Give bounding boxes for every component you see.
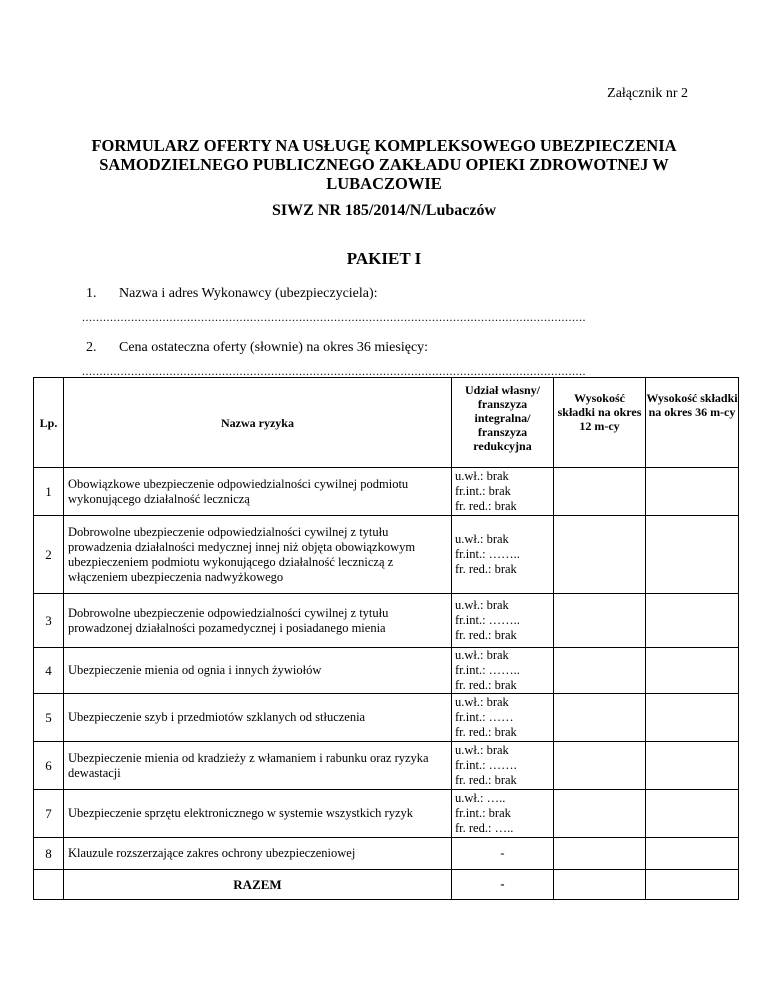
premium-12-cell[interactable] (554, 838, 646, 870)
reduction-franchise: fr. red.: brak (455, 562, 517, 576)
premium-36-cell[interactable] (646, 648, 739, 694)
header-row (34, 378, 739, 468)
row-deductible (452, 790, 554, 838)
row-deductible (452, 516, 554, 594)
annex-number: Załącznik nr 2 (607, 86, 688, 101)
premium-12-cell[interactable] (554, 648, 646, 694)
integral-franchise: fr.int.: brak (455, 806, 511, 820)
premium-12-cell[interactable] (554, 516, 646, 594)
header-lp: Lp. (34, 378, 64, 468)
own-share: u.wł.: brak (455, 695, 509, 709)
table-row (34, 790, 739, 838)
premium-36-cell[interactable] (646, 742, 739, 790)
header-risk-name: Nazwa ryzyka (64, 378, 452, 468)
table-row (34, 838, 739, 870)
package-title: PAKIET I (346, 249, 422, 268)
premium-12-cell[interactable] (554, 594, 646, 648)
total-lp-empty (34, 870, 64, 900)
item-label: Cena ostateczna oferty (słownie) na okres 36 miesięcy: (119, 340, 429, 355)
integral-franchise: fr.int.: …….. (455, 547, 520, 561)
item-number: 2. (86, 340, 97, 355)
own-share: u.wł.: ….. (455, 791, 506, 805)
header-premium-12: Wysokość składki na okres 12 m-cy (554, 378, 646, 468)
premium-36-cell[interactable] (646, 790, 739, 838)
row-lp: 4 (34, 648, 64, 694)
item-contractor (86, 286, 646, 304)
row-deductible (452, 742, 554, 790)
own-share: u.wł.: brak (455, 532, 509, 546)
total-deductible: - (452, 870, 554, 900)
premium-36-cell[interactable] (646, 516, 739, 594)
own-share: u.wł.: brak (455, 598, 509, 612)
row-lp: 7 (34, 790, 64, 838)
risk-table (33, 377, 739, 900)
total-label: RAZEM (64, 870, 452, 900)
table-row (34, 742, 739, 790)
header-premium-36: Wysokość składki na okres 36 m-cy (646, 378, 739, 468)
row-lp: 8 (34, 838, 64, 870)
row-risk-name: Obowiązkowe ubezpieczenie odpowiedzialności cywilnej podmiotu wykonującego działalność leczniczą (64, 468, 452, 516)
table-row (34, 594, 739, 648)
table-row (34, 468, 739, 516)
item-number: 1. (86, 286, 97, 301)
reduction-franchise: fr. red.: brak (455, 628, 517, 642)
own-share: u.wł.: brak (455, 648, 509, 662)
row-deductible (452, 594, 554, 648)
premium-12-cell[interactable] (554, 790, 646, 838)
header-deductible: Udział własny/ franszyza integralna/ franszyza redukcyjna (452, 378, 554, 468)
reduction-franchise: fr. red.: ….. (455, 821, 514, 835)
row-risk-name: Dobrowolne ubezpieczenie odpowiedzialności cywilnej z tytułu prowadzonej działalności pozamedycznej i posiadanego mienia (64, 594, 452, 648)
row-lp: 2 (34, 516, 64, 594)
item-price (86, 340, 646, 358)
dotted-fill-line[interactable]: ................................................................................................................................................ (82, 364, 586, 378)
integral-franchise: fr.int.: brak (455, 484, 511, 498)
row-lp: 3 (34, 594, 64, 648)
total-premium-12-cell[interactable] (554, 870, 646, 900)
reduction-franchise: fr. red.: brak (455, 725, 517, 739)
row-risk-name: Ubezpieczenie szyb i przedmiotów szklanych od stłuczenia (64, 694, 452, 742)
integral-franchise: fr.int.: ……. (455, 758, 517, 772)
own-share: u.wł.: brak (455, 743, 509, 757)
table-row (34, 694, 739, 742)
row-risk-name: Ubezpieczenie mienia od ognia i innych żywiołów (64, 648, 452, 694)
premium-12-cell[interactable] (554, 468, 646, 516)
row-deductible (452, 694, 554, 742)
own-share: u.wł.: brak (455, 469, 509, 483)
row-risk-name: Dobrowolne ubezpieczenie odpowiedzialności cywilnej z tytułu prowadzenia działalności medycznej innej niż objęta obowiązkowym ubezpieczeniem podmiotu wykonującego działalność leczniczą z włączeniem ubezpieczenia nadwyżkowego (64, 516, 452, 594)
integral-franchise: fr.int.: …….. (455, 663, 520, 677)
form-title: FORMULARZ OFERTY NA USŁUGĘ KOMPLEKSOWEGO UBEZPIECZENIA SAMODZIELNEGO PUBLICZNEGO ZAKŁADU OPIEKI ZDROWOTNEJ W LUBACZOWIE (91, 136, 677, 193)
premium-36-cell[interactable] (646, 594, 739, 648)
premium-36-cell[interactable] (646, 468, 739, 516)
row-risk-name: Ubezpieczenie sprzętu elektronicznego w systemie wszystkich ryzyk (64, 790, 452, 838)
row-deductible: - (452, 838, 554, 870)
dotted-fill-line[interactable]: ................................................................................................................................................ (82, 310, 586, 324)
item-label: Nazwa i adres Wykonawcy (ubezpieczyciela): (119, 286, 378, 301)
table-row (34, 516, 739, 594)
row-lp: 1 (34, 468, 64, 516)
row-lp: 6 (34, 742, 64, 790)
reduction-franchise: fr. red.: brak (455, 773, 517, 787)
reduction-franchise: fr. red.: brak (455, 678, 517, 692)
reduction-franchise: fr. red.: brak (455, 499, 517, 513)
total-premium-36-cell[interactable] (646, 870, 739, 900)
integral-franchise: fr.int.: …… (455, 710, 514, 724)
premium-12-cell[interactable] (554, 694, 646, 742)
table-row (34, 648, 739, 694)
premium-36-cell[interactable] (646, 838, 739, 870)
row-deductible (452, 648, 554, 694)
row-deductible (452, 468, 554, 516)
row-lp: 5 (34, 694, 64, 742)
row-risk-name: Ubezpieczenie mienia od kradzieży z włamaniem i rabunku oraz ryzyka dewastacji (64, 742, 452, 790)
integral-franchise: fr.int.: …….. (455, 613, 520, 627)
total-row (34, 870, 739, 900)
premium-12-cell[interactable] (554, 742, 646, 790)
row-risk-name: Klauzule rozszerzające zakres ochrony ubezpieczeniowej (64, 838, 452, 870)
premium-36-cell[interactable] (646, 694, 739, 742)
siwz-number: SIWZ NR 185/2014/N/Lubaczów (271, 202, 497, 219)
